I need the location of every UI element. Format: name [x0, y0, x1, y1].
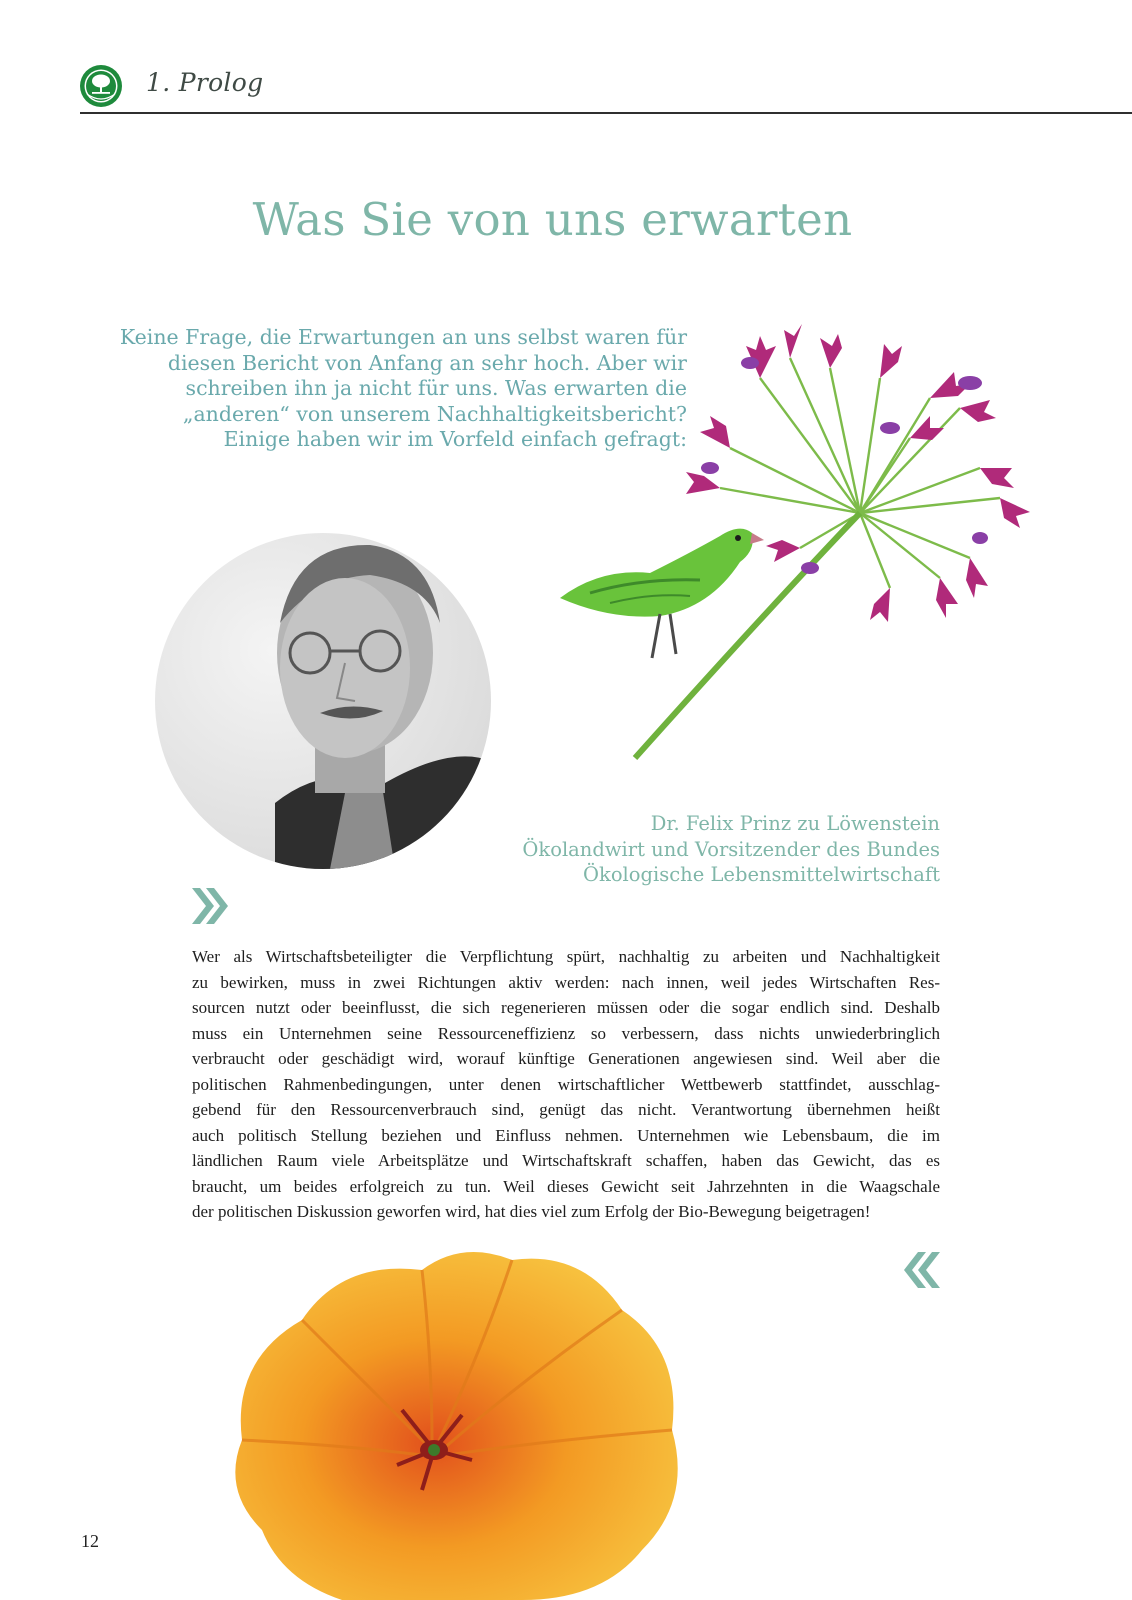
quote-open-mark [190, 886, 230, 926]
quote-line: braucht, um beides erfolgreich zu tun. Weil dieses Gewicht seit Jahrzehnten in die Waagschale [192, 1176, 940, 1196]
portrait-photo [155, 533, 491, 869]
page-title: Was Sie von uns erwarten [252, 193, 853, 246]
lebensbaum-logo [79, 64, 123, 108]
quote-line: zu bewirken, muss in zwei Richtungen aktiv werden: nach innen, weil jedes Wirtschaften Res- [192, 972, 940, 992]
quote-line: sourcen nutzt oder beeinflusst, die sich regenerieren müssen oder die sogar endlich sind. Deshalb [192, 998, 940, 1017]
quote-line: auch politisch Stellung beziehen und Einfluss nehmen. Unternehmen wie Lebensbaum, die im [192, 1125, 940, 1145]
section-label: 1. Prolog [146, 68, 264, 97]
quote-line: muss ein Unternehmen seine Ressourceneffizienz so verbessern, dass nichts unwiederbringlich [192, 1023, 940, 1043]
poppy-illustration [222, 1240, 692, 1600]
quote-text [192, 944, 940, 1225]
author-name: Dr. Felix Prinz zu Löwenstein [650, 812, 940, 835]
author-block [470, 811, 940, 888]
author-role-line: Ökologische Lebensmittelwirtschaft [583, 863, 940, 887]
intro-line: Keine Frage, die Erwartungen an uns selbst waren für [119, 325, 687, 349]
quote-line: ländlichen Raum viele Arbeitsplätze und Wirtschaftskraft schaffen, haben das Gewicht, das es [192, 1151, 940, 1170]
quote-line: gebend für den Ressourcenverbrauch sind, genügt das nicht. Verantwortung übernehmen heißt [192, 1100, 940, 1119]
page-number: 12 [81, 1531, 99, 1551]
quote-line: Wer als Wirtschaftsbeteiligter die Verpflichtung spürt, nachhaltig zu arbeiten und Nachhaltigkeit [192, 947, 940, 966]
author-role-line: Ökolandwirt und Vorsitzender des Bundes [522, 837, 940, 861]
intro-line: diesen Bericht von Anfang an sehr hoch. Aber wir [167, 350, 687, 375]
quote-close-mark [902, 1250, 942, 1290]
intro-line: Einige haben wir im Vorfeld einfach gefragt: [223, 427, 687, 452]
flower-bird-illustration [560, 318, 1080, 788]
quote-line: verbraucht oder geschädigt wird, worauf künftige Generationen angewiesen sind. Weil aber die [192, 1049, 940, 1068]
intro-line: schreiben ihn ja nicht für uns. Was erwarten die [185, 376, 687, 401]
quote-line: politischen Rahmenbedingungen, unter denen wirtschaftlicher Wettbewerb stattfindet, ausschlag- [192, 1074, 940, 1094]
quote-line: der politischen Diskussion geworfen wird, hat dies viel zum Erfolg der Bio-Bewegung beigetragen! [192, 1202, 871, 1221]
intro-line: „anderen“ von unserem Nachhaltigkeitsbericht? [182, 401, 687, 426]
header-divider [80, 112, 1132, 114]
